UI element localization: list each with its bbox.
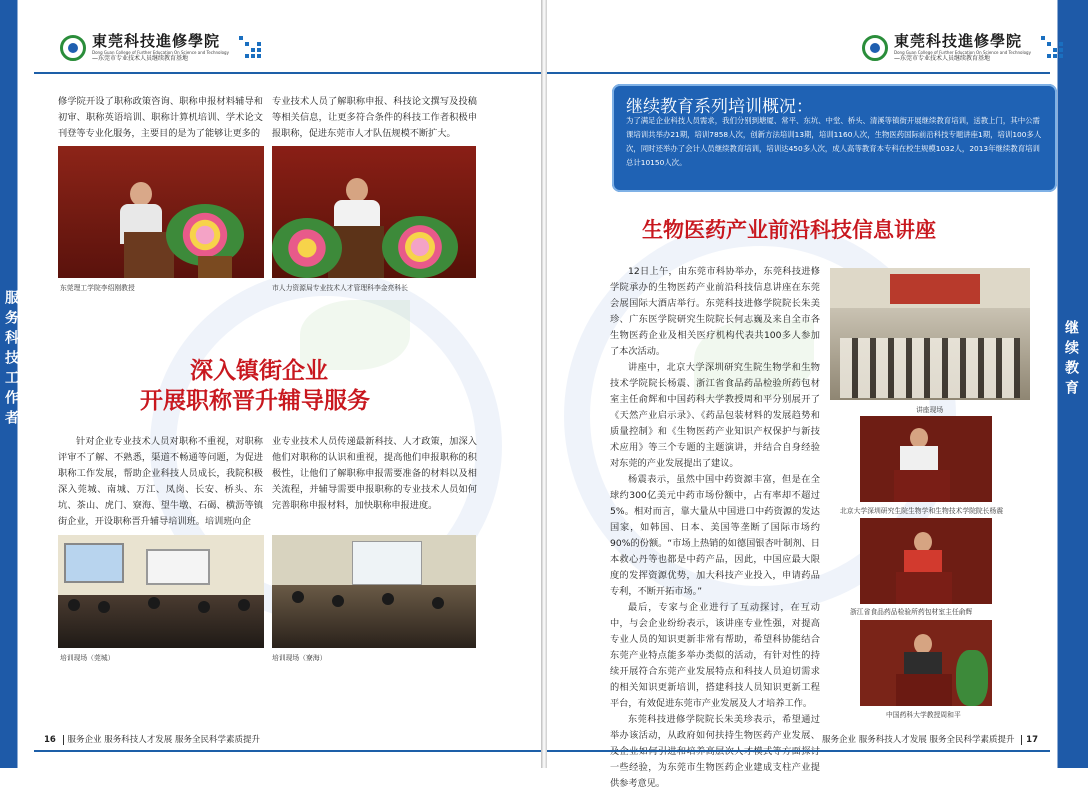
- right-footer-slogan: 服务企业 服务科技人才发展 服务全民科学素质提升: [822, 735, 1015, 745]
- left-page-number: 16: [44, 735, 56, 745]
- photo-1-caption: 东莞理工学院李绍刚教授: [60, 284, 135, 292]
- photo-speaker-3: [860, 620, 992, 706]
- photo-speaker-1: [860, 416, 992, 502]
- intro-text-2: 专业技术人员了解职称申报、科技论文撰写及投稿等相关信息，让更多符合条件的科技工作者积极申报职称，促进东莞市人才队伍规模不断扩大。: [272, 96, 477, 139]
- header-rule: [34, 72, 544, 74]
- right-article: [610, 264, 820, 792]
- article-col-2: [272, 434, 477, 514]
- article-col-1: [58, 434, 263, 530]
- photo-speaker-2: [860, 518, 992, 604]
- photo-training-2: [272, 535, 476, 648]
- left-page: [0, 0, 544, 768]
- right-photo-3-caption: 浙江省食品药品检验所药包材室主任俞辉: [850, 608, 973, 616]
- right-footer-rule: [544, 750, 1050, 752]
- right-article-para-1: 12日上午，由东莞市科协举办，东莞科技进修学院承办的生物医药产业前沿科技信息讲座在东莞会展国际大酒店举行。东莞科技进修学院院长朱美珍、广东医学院研究生院院长何志巍及来自全市各生物医药企业及相关医疗机构代表共100多人参加了本次活动。: [610, 266, 820, 357]
- right-article-para-4: 最后，专家与企业进行了互动探讨，在互动中，与会企业纷纷表示，该讲座专业性强，对提高专业人员的知识更新非常有帮助，希望科协能结合东莞产业特点能多举办类似的活动，有针对性的持续开展符合东莞产业发展特点和科技人员迫切需求的相关知识更新培训，搭建科技人员知识更新工程平台，有效促进东莞市产业发展及人才培养工作。: [610, 602, 820, 709]
- summary-box-title: 继续教育系列培训概况：: [626, 97, 813, 117]
- left-title-line-1: 深入镇街企业: [190, 357, 328, 383]
- photo-3-caption: 培训现场（莞城）: [60, 654, 115, 662]
- photo-training-1: [58, 535, 264, 648]
- left-title-line-2: 开展职称晋升辅导服务: [140, 387, 370, 413]
- photo-lecturer-2: [272, 146, 476, 278]
- school-logo-icon: [60, 35, 86, 61]
- right-footer: [822, 733, 1038, 745]
- school-logo-icon: [862, 35, 888, 61]
- right-photo-2-caption: 北京大学深圳研究生院生物学和生物技术学院院长杨震: [840, 507, 1004, 515]
- right-photo-1-caption: 讲座现场: [916, 406, 944, 414]
- school-name: 東莞科技進修學院: [92, 32, 221, 50]
- school-tagline: —东莞市专业技术人员继续教育基地: [894, 55, 991, 62]
- right-title: 生物医药产业前沿科技信息讲座: [642, 219, 936, 242]
- photo-4-caption: 培训现场（寮海）: [272, 654, 327, 662]
- intro-col-1: [58, 94, 263, 142]
- right-article-para-3: 杨震表示，虽然中国中药资源丰富，但是在全球约300亿美元中药市场份额中，占有率却不超过5%。相对而言，靠大量从中国进口中药资源的发达国家，如韩国、日本、美国等垄断了国际市场约90%的份额。“市场上热销的如德国银杏叶制剂、日本救心丹等也都是中药产品，因此，中国应最大限度的发挥资源优势，加大科技产业投入，申请药品专利，不断开拓市场。”: [610, 474, 820, 597]
- right-side-label: 继续教育: [1064, 320, 1080, 400]
- school-tagline: —东莞市专业技术人员继续教育基地: [92, 55, 189, 62]
- photo-lecture-hall: [830, 268, 1030, 400]
- summary-box: [612, 84, 1057, 192]
- header-rule: [544, 72, 1050, 74]
- right-article-para-2: 讲座中，北京大学深圳研究生院生物学和生物技术学院院长杨震、浙江省食品药品检验所药包材室主任俞辉和中国药科大学教授周和平分别展开了《天然产业启示录》、《药品包装材料的发展趋势和质量控制》和《生物医药产业知识产权保护与新技术应用》等三个专题的主题演讲，并结合自身经验对东莞的产业发展提出了建议。: [610, 362, 820, 469]
- book-spine: [541, 0, 547, 768]
- photo-lecturer-1: [58, 146, 264, 278]
- header-logo: [60, 26, 263, 70]
- header-logo-right: [862, 26, 1065, 70]
- article-text-2: 业专业技术人员传递最新科技、人才政策，加深入他们对职称的认识和重视，提高他们申报职称的积极性，让他们了解职称申报需要准备的材料以及相关流程，并辅导需要申报职称的专业技术人员如何完善职称申报材料，加快职称申报进度。: [272, 436, 477, 511]
- intro-col-2: [272, 94, 477, 142]
- school-name-en: Dong Guan College of Further Education On Science and Technology: [894, 50, 1031, 55]
- dots-pattern-icon: [1041, 36, 1065, 60]
- right-photo-4-caption: 中国药科大学教授周和平: [886, 711, 961, 719]
- left-side-label: 服务科技工作者: [4, 290, 20, 430]
- right-page: [544, 0, 1088, 789]
- photo-2-caption: 市人力资源局专业技术人才管理科李金亮科长: [272, 284, 408, 292]
- dots-pattern-icon: [239, 36, 263, 60]
- left-footer-rule: [34, 750, 544, 752]
- right-page-number: 17: [1026, 735, 1038, 745]
- summary-box-body: 为了满足企业科技人员需求，我们分别到塘厦、常平、东坑、中堂、桥头、清溪等镇街开展继续教育培训，送教上门，其中公需课培训共举办21期，培训7858人次，创新方法培训13期，培训1160人次，生物医药国际前沿科技专题讲座1期，培训100多人次，同时还举办了会计人员继续教育培训，培训达450多人次，成人高等教育本专科在校生规模1032人，2013年继续教育培训总计10150人次。: [626, 116, 1042, 167]
- article-text-1: 针对企业专业技术人员对职称不重视，对职称评审不了解、不熟悉，渠道不畅通等问题，为促进职称工作发展，帮助企业科技人员成长，我院积极深入莞城、南城、万江、凤岗、长安、桥头、东坑、茶山、虎门、寮海、望牛墩、石碣、横沥等镇街企业，开设职称晋升辅导培训班。培训班向企: [58, 436, 263, 527]
- school-name-en: Dong Guan College of Further Education On Science and Technology: [92, 50, 229, 55]
- left-footer: [44, 733, 260, 745]
- intro-text-1: 修学院开设了职称政策咨询、职称申报材料辅导和初审、职称英语培训、职称计算机培训、学术论文刊登等专业化服务，主要目的是为了能够让更多的: [58, 96, 263, 139]
- left-footer-slogan: 服务企业 服务科技人才发展 服务全民科学素质提升: [67, 735, 260, 745]
- school-name: 東莞科技進修學院: [894, 32, 1023, 50]
- right-article-para-5: 东莞科技进修学院院长朱美珍表示，希望通过举办该活动，从政府如何扶持生物医药产业发展、 一些经验，为东莞市生物医药企业建成支柱产业提供参考意见。: [610, 714, 820, 789]
